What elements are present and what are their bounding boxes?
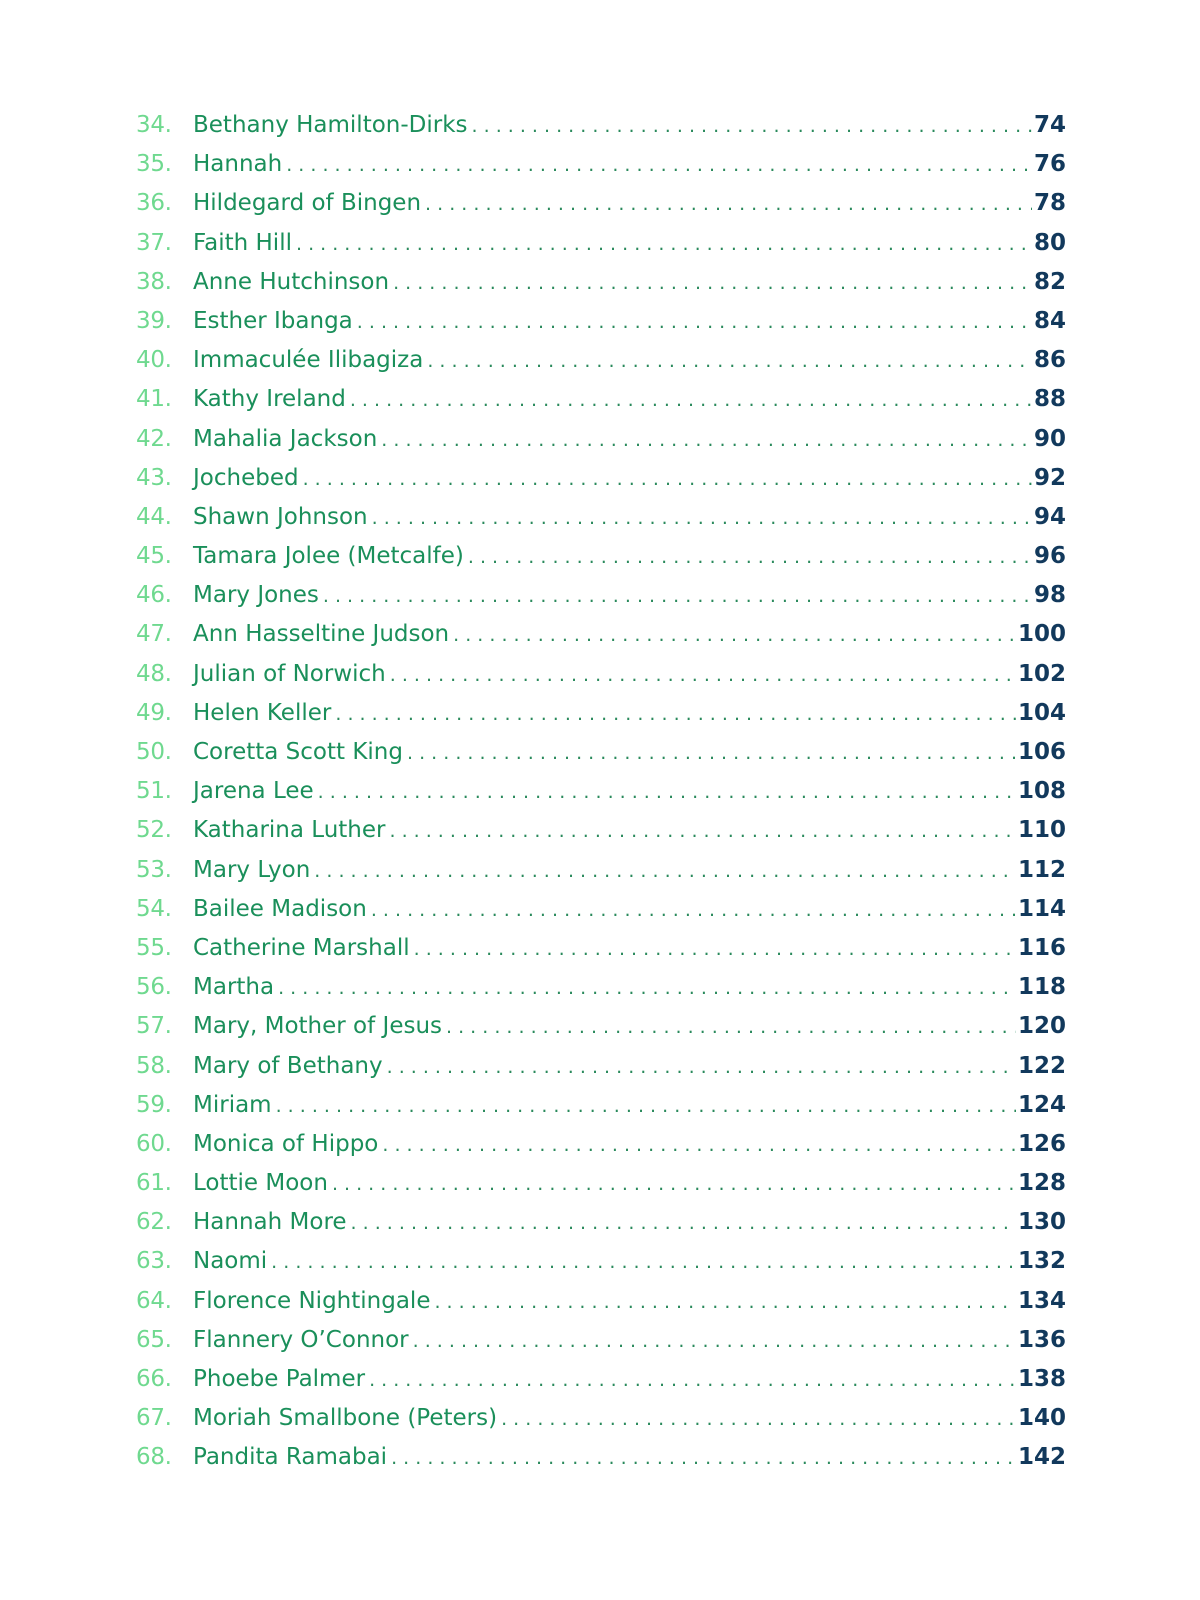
toc-entry[interactable]	[136, 615, 1066, 654]
toc-entry[interactable]	[136, 811, 1066, 850]
entry-title: Lottie Moon	[193, 1170, 328, 1197]
toc-entry[interactable]	[136, 655, 1066, 694]
entry-page-number: 130	[1017, 1209, 1066, 1236]
entry-page-number: 92	[1033, 464, 1066, 491]
dot-leader	[372, 499, 1032, 538]
entry-title: Coretta Scott King	[193, 739, 403, 765]
entry-title: Jochebed	[193, 464, 299, 491]
entry-number: 56.	[136, 974, 172, 1001]
dot-leader	[472, 107, 1032, 146]
entry-title: Miriam	[193, 1091, 272, 1118]
toc-entry[interactable]	[136, 420, 1066, 459]
dot-leader	[318, 773, 1016, 812]
entry-title: Ann Hasseltine Judson	[193, 621, 450, 648]
entry-page-number: 102	[1017, 660, 1066, 687]
toc-entry[interactable]	[136, 1203, 1066, 1242]
entry-number: 63.	[136, 1248, 172, 1275]
toc-entry[interactable]	[136, 537, 1066, 576]
entry-title: Pandita Ramabai	[193, 1444, 388, 1471]
entry-page-number: 76	[1033, 151, 1066, 178]
entry-title: Monica of Hippo	[193, 1130, 379, 1157]
entry-page-number: 86	[1033, 347, 1066, 374]
entry-title: Esther Ibanga	[193, 307, 353, 334]
entry-number: 37.	[136, 229, 172, 256]
dot-leader	[414, 930, 1016, 969]
toc-entry[interactable]	[136, 890, 1066, 929]
entry-page-number: 78	[1033, 190, 1066, 217]
toc-entry[interactable]	[136, 968, 1066, 1007]
entry-page-number: 74	[1033, 112, 1066, 138]
toc-entry[interactable]	[136, 1047, 1066, 1086]
dot-leader	[387, 1048, 1016, 1087]
entry-page-number: 140	[1017, 1405, 1066, 1432]
entry-title: Phoebe Palmer	[193, 1366, 366, 1392]
entry-page-number: 84	[1033, 307, 1066, 334]
dot-leader	[296, 225, 1032, 264]
dot-leader	[323, 577, 1032, 616]
entry-page-number: 108	[1017, 778, 1066, 805]
entry-number: 44.	[136, 503, 172, 530]
entry-title: Flannery O’Connor	[193, 1326, 409, 1353]
entry-page-number: 116	[1017, 934, 1066, 961]
entry-page-number: 134	[1017, 1287, 1066, 1314]
entry-number: 34.	[136, 112, 172, 138]
entry-number: 51.	[136, 778, 172, 805]
entry-title: Mary Jones	[193, 582, 319, 609]
dot-leader	[389, 812, 1016, 851]
dot-leader	[357, 303, 1032, 342]
entry-number: 64.	[136, 1287, 172, 1314]
dot-leader	[276, 1087, 1016, 1126]
entry-number: 45.	[136, 543, 172, 570]
toc-entry[interactable]	[136, 1086, 1066, 1125]
entry-title: Faith Hill	[193, 229, 292, 256]
entry-page-number: 124	[1017, 1091, 1066, 1118]
entry-title: Florence Nightingale	[193, 1287, 431, 1314]
toc-entry[interactable]	[136, 733, 1066, 772]
dot-leader	[381, 421, 1032, 460]
toc-entry[interactable]	[136, 1164, 1066, 1203]
toc-entry[interactable]	[136, 263, 1066, 302]
entry-number: 66.	[136, 1366, 172, 1392]
toc-entry[interactable]	[136, 929, 1066, 968]
entry-page-number: 126	[1017, 1130, 1066, 1157]
entry-number: 35.	[136, 151, 172, 178]
entry-title: Hannah More	[193, 1209, 347, 1236]
entry-page-number: 80	[1033, 229, 1066, 256]
toc-entry[interactable]	[136, 380, 1066, 419]
toc-entry[interactable]	[136, 694, 1066, 733]
entry-number: 50.	[136, 739, 172, 765]
dot-leader	[332, 1165, 1016, 1204]
entry-page-number: 114	[1017, 895, 1066, 922]
entry-title: Moriah Smallbone (Peters)	[193, 1405, 498, 1432]
dot-leader	[382, 1126, 1016, 1165]
toc-entry[interactable]	[136, 1321, 1066, 1360]
dot-leader	[369, 1361, 1016, 1400]
entry-number: 49.	[136, 699, 172, 726]
table-of-contents	[136, 106, 1066, 1478]
dot-leader	[286, 146, 1032, 185]
dot-leader	[501, 1400, 1016, 1439]
dot-leader	[468, 538, 1032, 577]
entry-page-number: 142	[1017, 1444, 1066, 1471]
entry-title: Mary Lyon	[193, 856, 311, 883]
toc-entry[interactable]	[136, 224, 1066, 263]
entry-number: 54.	[136, 895, 172, 922]
toc-entry[interactable]	[136, 302, 1066, 341]
toc-entry[interactable]	[136, 1438, 1066, 1477]
entry-number: 61.	[136, 1170, 172, 1197]
dot-leader	[371, 891, 1016, 930]
toc-entry[interactable]	[136, 1282, 1066, 1321]
toc-entry[interactable]	[136, 145, 1066, 184]
entry-page-number: 82	[1033, 268, 1066, 295]
entry-title: Helen Keller	[193, 699, 332, 726]
entry-page-number: 96	[1033, 543, 1066, 570]
entry-title: Catherine Marshall	[193, 934, 410, 961]
entry-number: 59.	[136, 1091, 172, 1118]
dot-leader	[413, 1322, 1016, 1361]
toc-entry[interactable]	[136, 1242, 1066, 1281]
entry-page-number: 122	[1017, 1052, 1066, 1079]
entry-title: Kathy Ireland	[193, 386, 346, 413]
entry-page-number: 118	[1017, 974, 1066, 1001]
toc-entry[interactable]	[136, 498, 1066, 537]
entry-title: Katharina Luther	[193, 817, 386, 844]
dot-leader	[335, 695, 1016, 734]
entry-title: Anne Hutchinson	[193, 268, 390, 295]
dot-leader	[425, 185, 1032, 224]
dot-leader	[271, 1243, 1016, 1282]
entry-page-number: 94	[1033, 503, 1066, 530]
entry-number: 39.	[136, 307, 172, 334]
entry-title: Mary of Bethany	[193, 1052, 383, 1079]
toc-entry[interactable]	[136, 576, 1066, 615]
toc-entry[interactable]	[136, 1360, 1066, 1399]
entry-page-number: 104	[1017, 699, 1066, 726]
dot-leader	[391, 1439, 1016, 1478]
entry-number: 40.	[136, 347, 172, 374]
toc-entry[interactable]	[136, 106, 1066, 145]
entry-title: Shawn Johnson	[193, 503, 368, 530]
entry-title: Bethany Hamilton-Dirks	[193, 112, 468, 138]
entry-page-number: 98	[1033, 582, 1066, 609]
dot-leader	[314, 852, 1016, 891]
toc-entry[interactable]	[136, 851, 1066, 890]
entry-page-number: 100	[1017, 621, 1066, 648]
entry-number: 52.	[136, 817, 172, 844]
entry-title: Bailee Madison	[193, 895, 367, 922]
dot-leader	[446, 1008, 1016, 1047]
entry-number: 60.	[136, 1130, 172, 1157]
entry-title: Tamara Jolee (Metcalfe)	[193, 543, 464, 570]
entry-number: 62.	[136, 1209, 172, 1236]
dot-leader	[434, 1283, 1016, 1322]
entry-title: Hildegard of Bingen	[193, 190, 422, 217]
entry-number: 41.	[136, 386, 172, 413]
entry-page-number: 90	[1033, 425, 1066, 452]
toc-entry[interactable]	[136, 341, 1066, 380]
toc-entry[interactable]	[136, 1125, 1066, 1164]
entry-number: 65.	[136, 1326, 172, 1353]
dot-leader	[278, 969, 1016, 1008]
entry-number: 67.	[136, 1405, 172, 1432]
entry-page-number: 132	[1017, 1248, 1066, 1275]
entry-number: 55.	[136, 934, 172, 961]
dot-leader	[303, 460, 1032, 499]
dot-leader	[350, 381, 1032, 420]
entry-number: 43.	[136, 464, 172, 491]
dot-leader	[351, 1204, 1016, 1243]
toc-entry[interactable]	[136, 184, 1066, 223]
toc-entry[interactable]	[136, 1007, 1066, 1046]
dot-leader	[390, 656, 1016, 695]
entry-number: 47.	[136, 621, 172, 648]
entry-title: Mahalia Jackson	[193, 425, 378, 452]
dot-leader	[393, 264, 1032, 303]
dot-leader	[453, 616, 1016, 655]
entry-page-number: 112	[1017, 856, 1066, 883]
entry-title: Naomi	[193, 1248, 268, 1275]
entry-number: 58.	[136, 1052, 172, 1079]
entry-number: 57.	[136, 1013, 172, 1040]
entry-page-number: 136	[1017, 1326, 1066, 1353]
toc-entry[interactable]	[136, 1399, 1066, 1438]
entry-page-number: 88	[1033, 386, 1066, 413]
entry-number: 42.	[136, 425, 172, 452]
entry-number: 53.	[136, 856, 172, 883]
entry-page-number: 138	[1017, 1366, 1066, 1392]
entry-title: Mary, Mother of Jesus	[193, 1013, 443, 1040]
toc-entry[interactable]	[136, 459, 1066, 498]
dot-leader	[407, 734, 1016, 773]
entry-title: Immaculée Ilibagiza	[193, 347, 424, 374]
entry-page-number: 106	[1017, 739, 1066, 765]
entry-number: 38.	[136, 268, 172, 295]
entry-title: Martha	[193, 974, 275, 1001]
entry-page-number: 120	[1017, 1013, 1066, 1040]
toc-entry[interactable]	[136, 772, 1066, 811]
entry-number: 48.	[136, 660, 172, 687]
entry-title: Jarena Lee	[193, 778, 314, 805]
entry-number: 68.	[136, 1444, 172, 1471]
entry-page-number: 128	[1017, 1170, 1066, 1197]
entry-title: Hannah	[193, 151, 283, 178]
dot-leader	[427, 342, 1032, 381]
entry-title: Julian of Norwich	[193, 660, 386, 687]
entry-number: 36.	[136, 190, 172, 217]
entry-page-number: 110	[1017, 817, 1066, 844]
entry-number: 46.	[136, 582, 172, 609]
